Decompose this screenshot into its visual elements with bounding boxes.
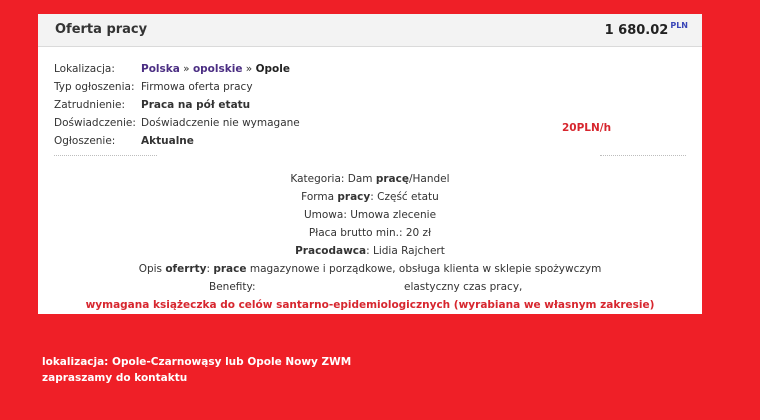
- line-opis: [38, 260, 702, 278]
- location-city: Opole: [255, 63, 290, 75]
- detail-row-experience: [54, 114, 300, 132]
- detail-label: Ogłoszenie:: [54, 135, 116, 147]
- detail-value: Doświadczenie nie wymagane: [141, 117, 300, 129]
- footer-location: lokalizacja: Opole-Czarnowąsy lub Opole Nowy ZWM: [42, 356, 352, 368]
- text: :: [206, 263, 214, 275]
- benefity-label: Benefity:: [209, 281, 256, 293]
- text-bold: pracy: [337, 191, 371, 203]
- text: : Część etatu: [370, 191, 439, 203]
- detail-label: Typ ogłoszenia:: [54, 81, 135, 93]
- footer-note: [42, 354, 351, 386]
- text: magazynowe i porządkowe, obsługa klienta w sklepie spożywczym: [246, 263, 602, 275]
- currency-badge: PLN: [670, 21, 688, 30]
- line-forma: [38, 188, 702, 206]
- text-bold: prace: [213, 263, 247, 275]
- detail-label: Zatrudnienie:: [54, 99, 125, 111]
- text-bold: pracę: [375, 173, 409, 185]
- offer-details: [54, 60, 300, 150]
- line-placa: Płaca brutto min.: 20 zł: [308, 227, 432, 239]
- breadcrumb-separator: »: [183, 63, 190, 75]
- location-link-region[interactable]: opolskie: [192, 63, 243, 75]
- page-title: Oferta pracy: [55, 22, 148, 37]
- text-bold: oferrty: [165, 263, 207, 275]
- detail-value: Firmowa oferta pracy: [141, 81, 253, 93]
- detail-row-employment: [54, 96, 300, 114]
- text: Opis: [138, 263, 166, 275]
- status-value: Aktualne: [141, 135, 194, 147]
- location-breadcrumb: [141, 60, 290, 78]
- line-wymagania: wymagana książeczka do celów santarno-epidemiologicznych (wyrabiana we własnym zakresie): [85, 299, 655, 311]
- detail-row-type: [54, 78, 300, 96]
- text: Forma: [301, 191, 338, 203]
- benefity-value: elastyczny czas pracy,: [404, 281, 523, 293]
- breadcrumb-separator: »: [245, 63, 253, 75]
- card-header: [38, 14, 702, 47]
- price: [605, 21, 688, 38]
- footer-contact: zapraszamy do kontaktu: [42, 372, 188, 384]
- price-value: 1 680.02: [604, 23, 669, 38]
- text: Kategoria: Dam: [290, 173, 376, 185]
- location-link-country[interactable]: Polska: [141, 63, 180, 75]
- text: /Handel: [409, 173, 450, 185]
- wage-note: 20PLN/h: [562, 122, 612, 134]
- divider-left: [54, 155, 157, 156]
- detail-label: Doświadczenie:: [54, 117, 136, 129]
- detail-row-status: [54, 132, 300, 150]
- job-offer-card: [38, 14, 702, 314]
- divider-right: [600, 155, 686, 156]
- line-kategoria: [38, 170, 702, 188]
- detail-value: Praca na pół etatu: [141, 99, 251, 111]
- text-bold: Pracodawca: [295, 245, 367, 257]
- text: : Lidia Rajchert: [366, 245, 445, 257]
- line-pracodawca: [38, 242, 702, 260]
- detail-label: Lokalizacja:: [54, 63, 115, 75]
- detail-row-location: [54, 60, 300, 78]
- line-umowa: Umowa: Umowa zlecenie: [303, 209, 437, 221]
